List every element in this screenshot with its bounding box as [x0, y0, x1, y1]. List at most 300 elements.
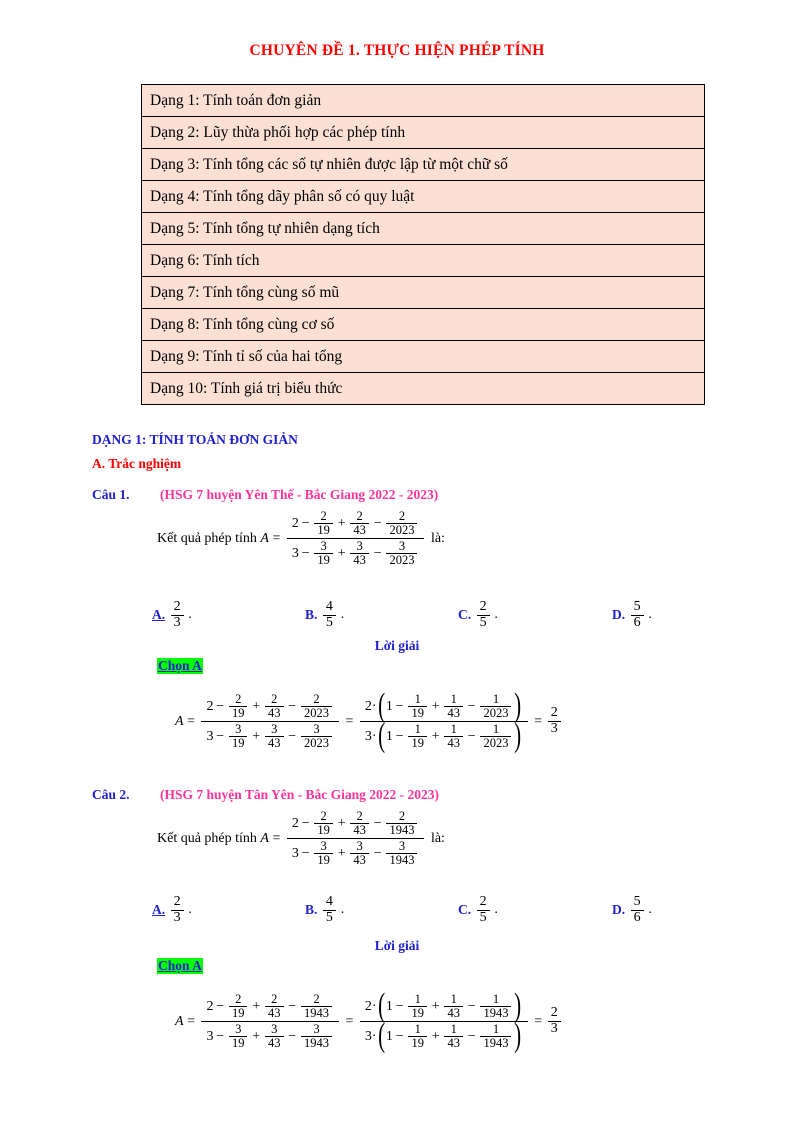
- fraction-denominator: 5: [323, 910, 336, 926]
- fraction-numerator: 2: [313, 992, 320, 1006]
- option-row: [458, 895, 498, 925]
- fraction-denominator: 1943: [386, 823, 417, 837]
- operator: −: [464, 1028, 479, 1044]
- fraction: [171, 600, 184, 630]
- fraction-denominator: 1943: [301, 1036, 332, 1050]
- option-row: [305, 600, 344, 630]
- operator: −: [285, 728, 300, 744]
- part-a-heading: A. Trắc nghiệm: [92, 456, 182, 471]
- option-spacer: [625, 902, 629, 918]
- fraction: [631, 600, 644, 630]
- operator: +: [334, 815, 349, 831]
- equals-sign: =: [268, 530, 284, 546]
- group-terms: [386, 1023, 514, 1050]
- fraction-numerator: 3: [313, 722, 320, 736]
- table-row: [142, 245, 705, 277]
- fraction-denominator: 2023: [301, 706, 332, 720]
- page-title: CHUYÊN ĐỀ 1. THỰC HIỆN PHÉP TÍNH: [249, 42, 545, 59]
- fraction: [229, 993, 248, 1020]
- fraction-denominator: 1943: [301, 1006, 332, 1020]
- fraction-denominator: 5: [323, 615, 336, 631]
- whole-number: 2: [206, 998, 214, 1014]
- fraction-denominator: 2023: [480, 706, 511, 720]
- chosen-answer-badge: Chọn A: [158, 658, 202, 673]
- fraction-numerator: 2: [356, 809, 363, 823]
- option-row: [458, 600, 498, 630]
- fraction-denominator: 19: [229, 1006, 248, 1020]
- fraction: [350, 510, 369, 537]
- fraction-denominator: 43: [265, 706, 284, 720]
- dang-section-heading: DẠNG 1: TÍNH TOÁN ĐƠN GIẢN: [92, 432, 298, 447]
- table-row: [142, 277, 705, 309]
- fraction: [444, 693, 463, 720]
- complex-fraction: [287, 510, 425, 567]
- question-label: Câu 2.: [92, 787, 130, 802]
- complex-fraction-denominator: [287, 838, 425, 867]
- complex-fraction-numerator: [201, 993, 339, 1021]
- group-terms: [386, 723, 514, 750]
- fraction-numerator: 5: [633, 894, 641, 909]
- option-spacer: [471, 902, 475, 918]
- left-paren: (: [377, 687, 385, 725]
- fraction: [477, 895, 490, 925]
- fraction-numerator: 2: [479, 599, 487, 614]
- fraction-numerator: 1: [414, 722, 421, 736]
- equals-sign: =: [183, 713, 199, 729]
- fraction-numerator: 2: [398, 809, 406, 823]
- variable-name: A: [175, 713, 184, 729]
- equals-sign: =: [342, 1013, 357, 1029]
- fraction-denominator: 2023: [480, 736, 511, 750]
- fraction: [314, 540, 333, 567]
- question-statement: [157, 510, 445, 567]
- fraction-numerator: 1: [414, 1022, 421, 1036]
- answer-option-b[interactable]: [305, 895, 344, 925]
- fraction-denominator: 19: [314, 553, 333, 567]
- right-paren: ): [514, 1017, 522, 1055]
- fraction: [265, 723, 284, 750]
- fraction: [265, 993, 284, 1020]
- group-terms: [386, 693, 514, 720]
- option-spacer: [471, 607, 475, 623]
- fraction: [314, 510, 333, 537]
- fraction-denominator: 19: [229, 736, 248, 750]
- operator: −: [298, 545, 313, 561]
- operator: +: [249, 698, 263, 714]
- operator: +: [249, 998, 263, 1014]
- operator: −: [392, 698, 407, 714]
- fraction: [386, 810, 417, 837]
- variable-name: A: [260, 830, 269, 846]
- table-row: [142, 373, 705, 405]
- dang-table-body: [142, 85, 705, 405]
- operator: +: [428, 698, 443, 714]
- coefficient: 2: [364, 998, 372, 1014]
- fraction-numerator: 2: [313, 692, 320, 706]
- coefficient: 3: [364, 1028, 372, 1044]
- fraction-denominator: 19: [408, 706, 427, 720]
- fraction-numerator: 5: [633, 599, 641, 614]
- fraction: [548, 706, 561, 736]
- option-period: .: [185, 607, 192, 623]
- fraction-denominator: 1943: [386, 853, 417, 867]
- operator: −: [285, 698, 300, 714]
- statement-row: [157, 810, 445, 867]
- fraction-denominator: 19: [229, 706, 248, 720]
- fraction-numerator: 3: [271, 722, 278, 736]
- option-period: .: [491, 607, 498, 623]
- equals-sign: =: [268, 830, 284, 846]
- operator: −: [285, 1028, 300, 1044]
- fraction-numerator: 3: [356, 839, 363, 853]
- option-letter: D.: [612, 902, 626, 918]
- complex-fraction: [360, 987, 528, 1055]
- whole-number: 1: [385, 1028, 393, 1044]
- left-paren: (: [377, 987, 385, 1025]
- factored-group: [364, 717, 523, 755]
- operator: −: [213, 728, 227, 744]
- fraction-numerator: 2: [235, 992, 242, 1006]
- whole-number: 2: [206, 698, 214, 714]
- table-row: [142, 213, 705, 245]
- complex-fraction-denominator: [360, 717, 528, 755]
- fraction: [229, 723, 248, 750]
- solution-equation: [175, 987, 563, 1055]
- complex-fraction-numerator: [360, 987, 528, 1025]
- whole-number: 3: [206, 728, 214, 744]
- question-source: (HSG 7 huyện Tân Yên - Bắc Giang 2022 - 2023): [160, 787, 440, 802]
- fraction-denominator: 6: [631, 910, 644, 926]
- answer-option-a[interactable]: [152, 895, 192, 925]
- fraction: [477, 600, 490, 630]
- fraction-denominator: 43: [350, 853, 369, 867]
- fraction-denominator: 2023: [301, 736, 332, 750]
- fraction: [229, 693, 248, 720]
- factored-group: [364, 687, 523, 725]
- fraction-numerator: 1: [492, 722, 500, 736]
- fraction-numerator: 3: [320, 539, 327, 553]
- fraction: [229, 1023, 248, 1050]
- dang-row-label: Dạng 5: Tính tổng tự nhiên dạng tích: [142, 213, 705, 245]
- option-spacer: [317, 902, 321, 918]
- fraction-denominator: 5: [477, 910, 490, 926]
- operator: −: [370, 545, 385, 561]
- dang-row-label: Dạng 2: Lũy thừa phối hợp các phép tính: [142, 117, 705, 149]
- fraction-denominator: 3: [171, 910, 184, 926]
- complex-fraction-denominator: [360, 1017, 528, 1055]
- fraction-denominator: 43: [350, 553, 369, 567]
- operator: −: [464, 728, 479, 744]
- operator: +: [428, 728, 443, 744]
- operator: −: [298, 815, 313, 831]
- complex-fraction-denominator: [201, 1021, 339, 1050]
- fraction: [301, 1023, 332, 1050]
- complex-fraction-numerator: [287, 810, 425, 838]
- fraction: [408, 993, 427, 1020]
- fraction: [314, 840, 333, 867]
- fraction-denominator: 19: [408, 1006, 427, 1020]
- dang-row-label: Dạng 4: Tính tổng dãy phân số có quy luật: [142, 181, 705, 213]
- option-period: .: [645, 607, 652, 623]
- table-row: [142, 117, 705, 149]
- fraction: [444, 1023, 463, 1050]
- fraction-numerator: 1: [492, 992, 500, 1006]
- option-row: [305, 895, 344, 925]
- complex-fraction-denominator: [287, 538, 425, 567]
- answer-option-c[interactable]: [458, 895, 498, 925]
- fraction: [408, 693, 427, 720]
- dang-row-label: Dạng 6: Tính tích: [142, 245, 705, 277]
- fraction-numerator: 2: [320, 809, 327, 823]
- fraction-denominator: 43: [350, 523, 369, 537]
- right-paren: ): [514, 987, 522, 1025]
- operator: −: [213, 998, 227, 1014]
- fraction-denominator: 43: [350, 823, 369, 837]
- fraction-denominator: 43: [444, 706, 463, 720]
- coefficient: 3: [364, 728, 372, 744]
- complex-fraction-numerator: [201, 693, 339, 721]
- option-row: [152, 600, 192, 630]
- option-spacer: [317, 607, 321, 623]
- fraction-denominator: 6: [631, 615, 644, 631]
- option-row: [612, 895, 652, 925]
- fraction-numerator: 2: [550, 705, 558, 721]
- fraction-numerator: 3: [356, 539, 363, 553]
- dang-row-label: Dạng 8: Tính tổng cùng cơ số: [142, 309, 705, 341]
- operator: −: [370, 515, 385, 531]
- question-label: Câu 1.: [92, 487, 130, 502]
- solution-heading: Lời giải: [374, 938, 420, 953]
- right-paren: ): [514, 717, 522, 755]
- fraction-denominator: 2023: [386, 523, 417, 537]
- fraction: [548, 1006, 561, 1036]
- solution-equation: [175, 687, 563, 755]
- fraction-numerator: 3: [235, 1022, 242, 1036]
- dang-list-table: [141, 84, 705, 405]
- solution-row: [175, 987, 563, 1055]
- fraction-denominator: 1943: [480, 1036, 511, 1050]
- fraction: [265, 693, 284, 720]
- operator: +: [249, 728, 263, 744]
- fraction-numerator: 2: [271, 692, 278, 706]
- table-row: [142, 181, 705, 213]
- table-row: [142, 85, 705, 117]
- coefficient: 2: [364, 698, 372, 714]
- fraction-numerator: 2: [173, 894, 181, 909]
- fraction: [480, 1023, 511, 1050]
- fraction: [480, 723, 511, 750]
- left-paren: (: [377, 717, 385, 755]
- option-period: .: [185, 902, 192, 918]
- operator: −: [464, 698, 479, 714]
- fraction-numerator: 1: [450, 992, 457, 1006]
- multiplication-dot: ·: [371, 698, 377, 714]
- solution-row: [175, 687, 563, 755]
- whole-number: 2: [291, 815, 299, 831]
- whole-number: 3: [291, 845, 299, 861]
- fraction-numerator: 2: [479, 894, 487, 909]
- option-letter: D.: [612, 607, 626, 623]
- complex-fraction: [201, 993, 339, 1050]
- fraction-denominator: 19: [314, 523, 333, 537]
- option-period: .: [337, 607, 345, 623]
- operator: −: [392, 728, 407, 744]
- fraction: [323, 600, 336, 630]
- option-spacer: [625, 607, 629, 623]
- whole-number: 1: [385, 728, 393, 744]
- dang-row-label: Dạng 7: Tính tổng cùng số mũ: [142, 277, 705, 309]
- fraction-denominator: 1943: [480, 1006, 511, 1020]
- fraction-denominator: 19: [229, 1036, 248, 1050]
- statement-row: [157, 510, 445, 567]
- fraction: [480, 693, 511, 720]
- fraction: [444, 993, 463, 1020]
- fraction-numerator: 1: [492, 1022, 500, 1036]
- question-statement: [157, 810, 445, 867]
- operator: −: [213, 698, 227, 714]
- multiplication-dot: ·: [371, 728, 377, 744]
- multiplication-dot: ·: [371, 1028, 377, 1044]
- dang-row-label: Dạng 3: Tính tổng các số tự nhiên được lập từ một chữ số: [142, 149, 705, 181]
- fraction-numerator: 1: [414, 992, 421, 1006]
- fraction: [301, 693, 332, 720]
- table-row: [142, 341, 705, 373]
- variable-name: A: [260, 530, 269, 546]
- fraction-numerator: 1: [492, 692, 500, 706]
- whole-number: 3: [206, 1028, 214, 1044]
- dang-row-label: Dạng 9: Tính tỉ số của hai tổng: [142, 341, 705, 373]
- fraction: [386, 510, 417, 537]
- multiplication-dot: ·: [371, 998, 377, 1014]
- chosen-answer-badge: Chọn A: [158, 958, 202, 973]
- complex-fraction: [287, 810, 425, 867]
- fraction-numerator: 2: [235, 692, 242, 706]
- fraction-numerator: 2: [398, 509, 406, 523]
- fraction-numerator: 1: [450, 1022, 457, 1036]
- option-period: .: [491, 902, 498, 918]
- fraction: [350, 540, 369, 567]
- question-source: (HSG 7 huyện Yên Thế - Bắc Giang 2022 - 2023): [160, 487, 439, 502]
- fraction-numerator: 2: [320, 509, 327, 523]
- whole-number: 1: [385, 998, 393, 1014]
- fraction-numerator: 2: [271, 992, 278, 1006]
- operator: −: [370, 845, 385, 861]
- answer-option-d[interactable]: [612, 895, 652, 925]
- fraction-numerator: 3: [320, 839, 327, 853]
- complex-fraction-denominator: [201, 721, 339, 750]
- fraction-numerator: 3: [398, 839, 406, 853]
- fraction-numerator: 2: [356, 509, 363, 523]
- whole-number: 1: [385, 698, 393, 714]
- option-letter: C.: [458, 902, 472, 918]
- option-letter: C.: [458, 607, 472, 623]
- whole-number: 3: [291, 545, 299, 561]
- fraction-numerator: 1: [450, 722, 457, 736]
- group-terms: [386, 993, 514, 1020]
- answer-option-d[interactable]: [612, 600, 652, 630]
- statement-prefix: Kết quả phép tính: [157, 530, 261, 546]
- answer-option-b[interactable]: [305, 600, 344, 630]
- option-letter: B.: [305, 607, 318, 623]
- fraction-numerator: 1: [450, 692, 457, 706]
- statement-suffix: là:: [427, 830, 445, 846]
- fraction-numerator: 3: [235, 722, 242, 736]
- fraction-numerator: 2: [173, 599, 181, 614]
- option-letter: A.: [152, 607, 166, 623]
- operator: −: [298, 845, 313, 861]
- fraction-numerator: 4: [325, 894, 333, 909]
- equals-sign: =: [342, 713, 357, 729]
- fraction: [265, 1023, 284, 1050]
- option-period: .: [337, 902, 345, 918]
- fraction-denominator: 43: [265, 1036, 284, 1050]
- whole-number: 2: [291, 515, 299, 531]
- fraction-numerator: 1: [414, 692, 421, 706]
- operator: +: [428, 1028, 443, 1044]
- option-row: [612, 600, 652, 630]
- fraction-denominator: 19: [408, 736, 427, 750]
- operator: +: [249, 1028, 263, 1044]
- variable-name: A: [175, 1013, 184, 1029]
- operator: +: [334, 515, 349, 531]
- dang-row-label: Dạng 10: Tính giá trị biểu thức: [142, 373, 705, 405]
- fraction-denominator: 19: [314, 853, 333, 867]
- table-row: [142, 309, 705, 341]
- operator: −: [464, 998, 479, 1014]
- equals-sign: =: [183, 1013, 199, 1029]
- fraction-numerator: 4: [325, 599, 333, 614]
- fraction-denominator: 43: [265, 1006, 284, 1020]
- answer-option-c[interactable]: [458, 600, 498, 630]
- complex-fraction: [201, 693, 339, 750]
- fraction-numerator: 2: [550, 1005, 558, 1021]
- option-letter: B.: [305, 902, 318, 918]
- fraction: [350, 840, 369, 867]
- operator: −: [285, 998, 300, 1014]
- fraction-denominator: 2023: [386, 553, 417, 567]
- fraction-numerator: 3: [271, 1022, 278, 1036]
- fraction: [386, 540, 417, 567]
- fraction: [631, 895, 644, 925]
- statement-prefix: Kết quả phép tính: [157, 830, 261, 846]
- complex-fraction-numerator: [287, 510, 425, 538]
- fraction-denominator: 3: [171, 615, 184, 631]
- dang-row-label: Dạng 1: Tính toán đơn giản: [142, 85, 705, 117]
- fraction: [301, 993, 332, 1020]
- fraction: [386, 840, 417, 867]
- fraction: [171, 895, 184, 925]
- right-paren: ): [514, 687, 522, 725]
- fraction-numerator: 3: [398, 539, 406, 553]
- fraction: [350, 810, 369, 837]
- fraction: [314, 810, 333, 837]
- operator: −: [392, 1028, 407, 1044]
- fraction: [323, 895, 336, 925]
- operator: +: [334, 845, 349, 861]
- fraction-denominator: 43: [265, 736, 284, 750]
- equals-sign: =: [530, 713, 546, 729]
- fraction-denominator: 43: [444, 1006, 463, 1020]
- fraction: [408, 723, 427, 750]
- option-period: .: [645, 902, 652, 918]
- fraction-numerator: 3: [313, 1022, 320, 1036]
- left-paren: (: [377, 1017, 385, 1055]
- fraction: [480, 993, 511, 1020]
- operator: −: [213, 1028, 227, 1044]
- answer-option-a[interactable]: [152, 600, 192, 630]
- fraction-denominator: 3: [548, 1021, 561, 1037]
- fraction-denominator: 19: [314, 823, 333, 837]
